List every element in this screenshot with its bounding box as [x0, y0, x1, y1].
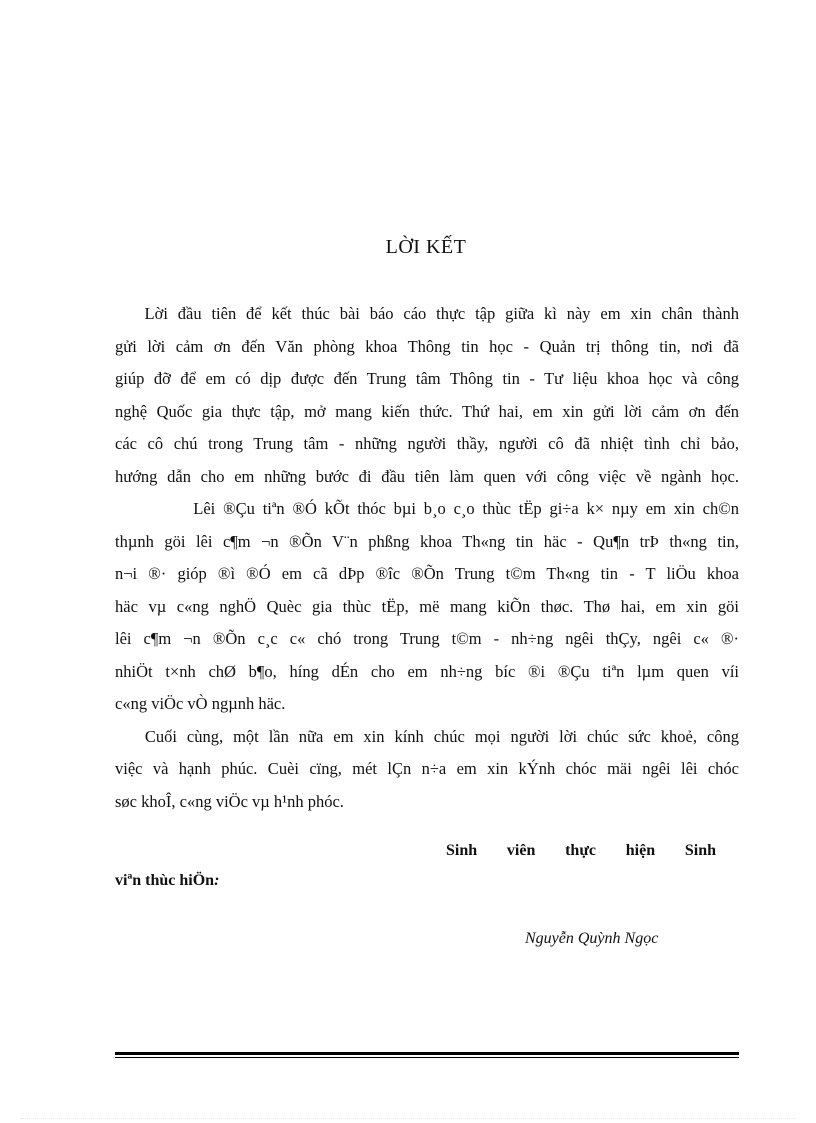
text-line: thµnh göi lêi c¶m ¬n ®Õn V¨n phßng khoa Th«ng tin häc - Qu¶n trÞ th«ng tin, — [115, 531, 739, 551]
text-line: Lêi ®Çu tiªn ®Ó kÕt thóc bµi b¸o c¸o thùc tËp gi÷a k× nµy em xin ch©n — [115, 499, 739, 518]
text-line: nhiÖt t×nh chØ b¶o, híng dÉn cho em nh÷ng bíc ®i ®Çu tiªn lµm quen víi — [115, 661, 739, 681]
signature-label-continued-text: viªn thùc hiÖn — [115, 872, 215, 889]
text-line: häc vµ c«ng nghÖ Quèc gia thùc tËp, më mang kiÕn thøc. Thø hai, em xin göi — [115, 596, 739, 616]
page-title: LỜI KẾT — [385, 236, 467, 258]
text-line: hướng dẫn cho em những bước đi đầu tiên làm quen với công việc về ngành học. — [115, 466, 739, 486]
text-line: gửi lời cảm ơn đến Văn phòng khoa Thông tin học - Quản trị thông tin, nơi đã — [115, 336, 739, 356]
text-line: Lời đầu tiên để kết thúc bài báo cáo thực tập giữa kì này em xin chân thành — [115, 304, 739, 323]
footer-rule-thin — [115, 1057, 739, 1058]
document-body — [115, 298, 739, 818]
paragraph-thanks-unicode — [115, 298, 739, 493]
signature-label-continued — [115, 872, 219, 890]
text-line: n¬i ®· gióp ®ì ®Ó em cã dÞp ®îc ®Õn Trung t©m Th«ng tin - T liÖu khoa — [115, 564, 739, 583]
text-line: c«ng viÖc vÒ ngµnh häc. — [115, 694, 286, 713]
signature-label: Sinh viên thực hiện Sinh — [446, 842, 716, 859]
page-bottom-dotted-line — [20, 1118, 796, 1119]
footer-rule-thick — [115, 1052, 739, 1055]
text-line: søc khoÎ, c«ng viÖc vµ h¹nh phóc. — [115, 791, 344, 811]
text-line: các cô chú trong Trung tâm - những người thầy, người cô đã nhiệt tình chỉ bảo, — [115, 434, 739, 453]
text-line: nghệ Quốc gia thực tập, mở mang kiến thức. Thứ hai, em xin gửi lời cảm ơn đến — [115, 401, 739, 421]
text-line: Cuối cùng, một lần nữa em xin kính chúc mọi người lời chúc sức khoẻ, công — [115, 726, 739, 746]
author-name: Nguyễn Quỳnh Ngọc — [525, 930, 659, 947]
paragraph-thanks-legacy-encoding — [115, 493, 739, 721]
paragraph-closing-wishes — [115, 721, 739, 819]
signature-colon: : — [214, 872, 220, 889]
text-line: việc và hạnh phúc. Cuèi cïng, mét lÇn n÷a em xin kÝnh chóc mäi ngêi lêi chóc — [115, 759, 739, 778]
text-line: lêi c¶m ¬n ®Õn c¸c c« chó trong Trung t©m - nh÷ng ngêi thÇy, ngêi c« ®· — [115, 629, 739, 648]
text-line: giúp đỡ để em có dịp được đến Trung tâm Thông tin - Tư liệu khoa học và công — [115, 369, 739, 388]
